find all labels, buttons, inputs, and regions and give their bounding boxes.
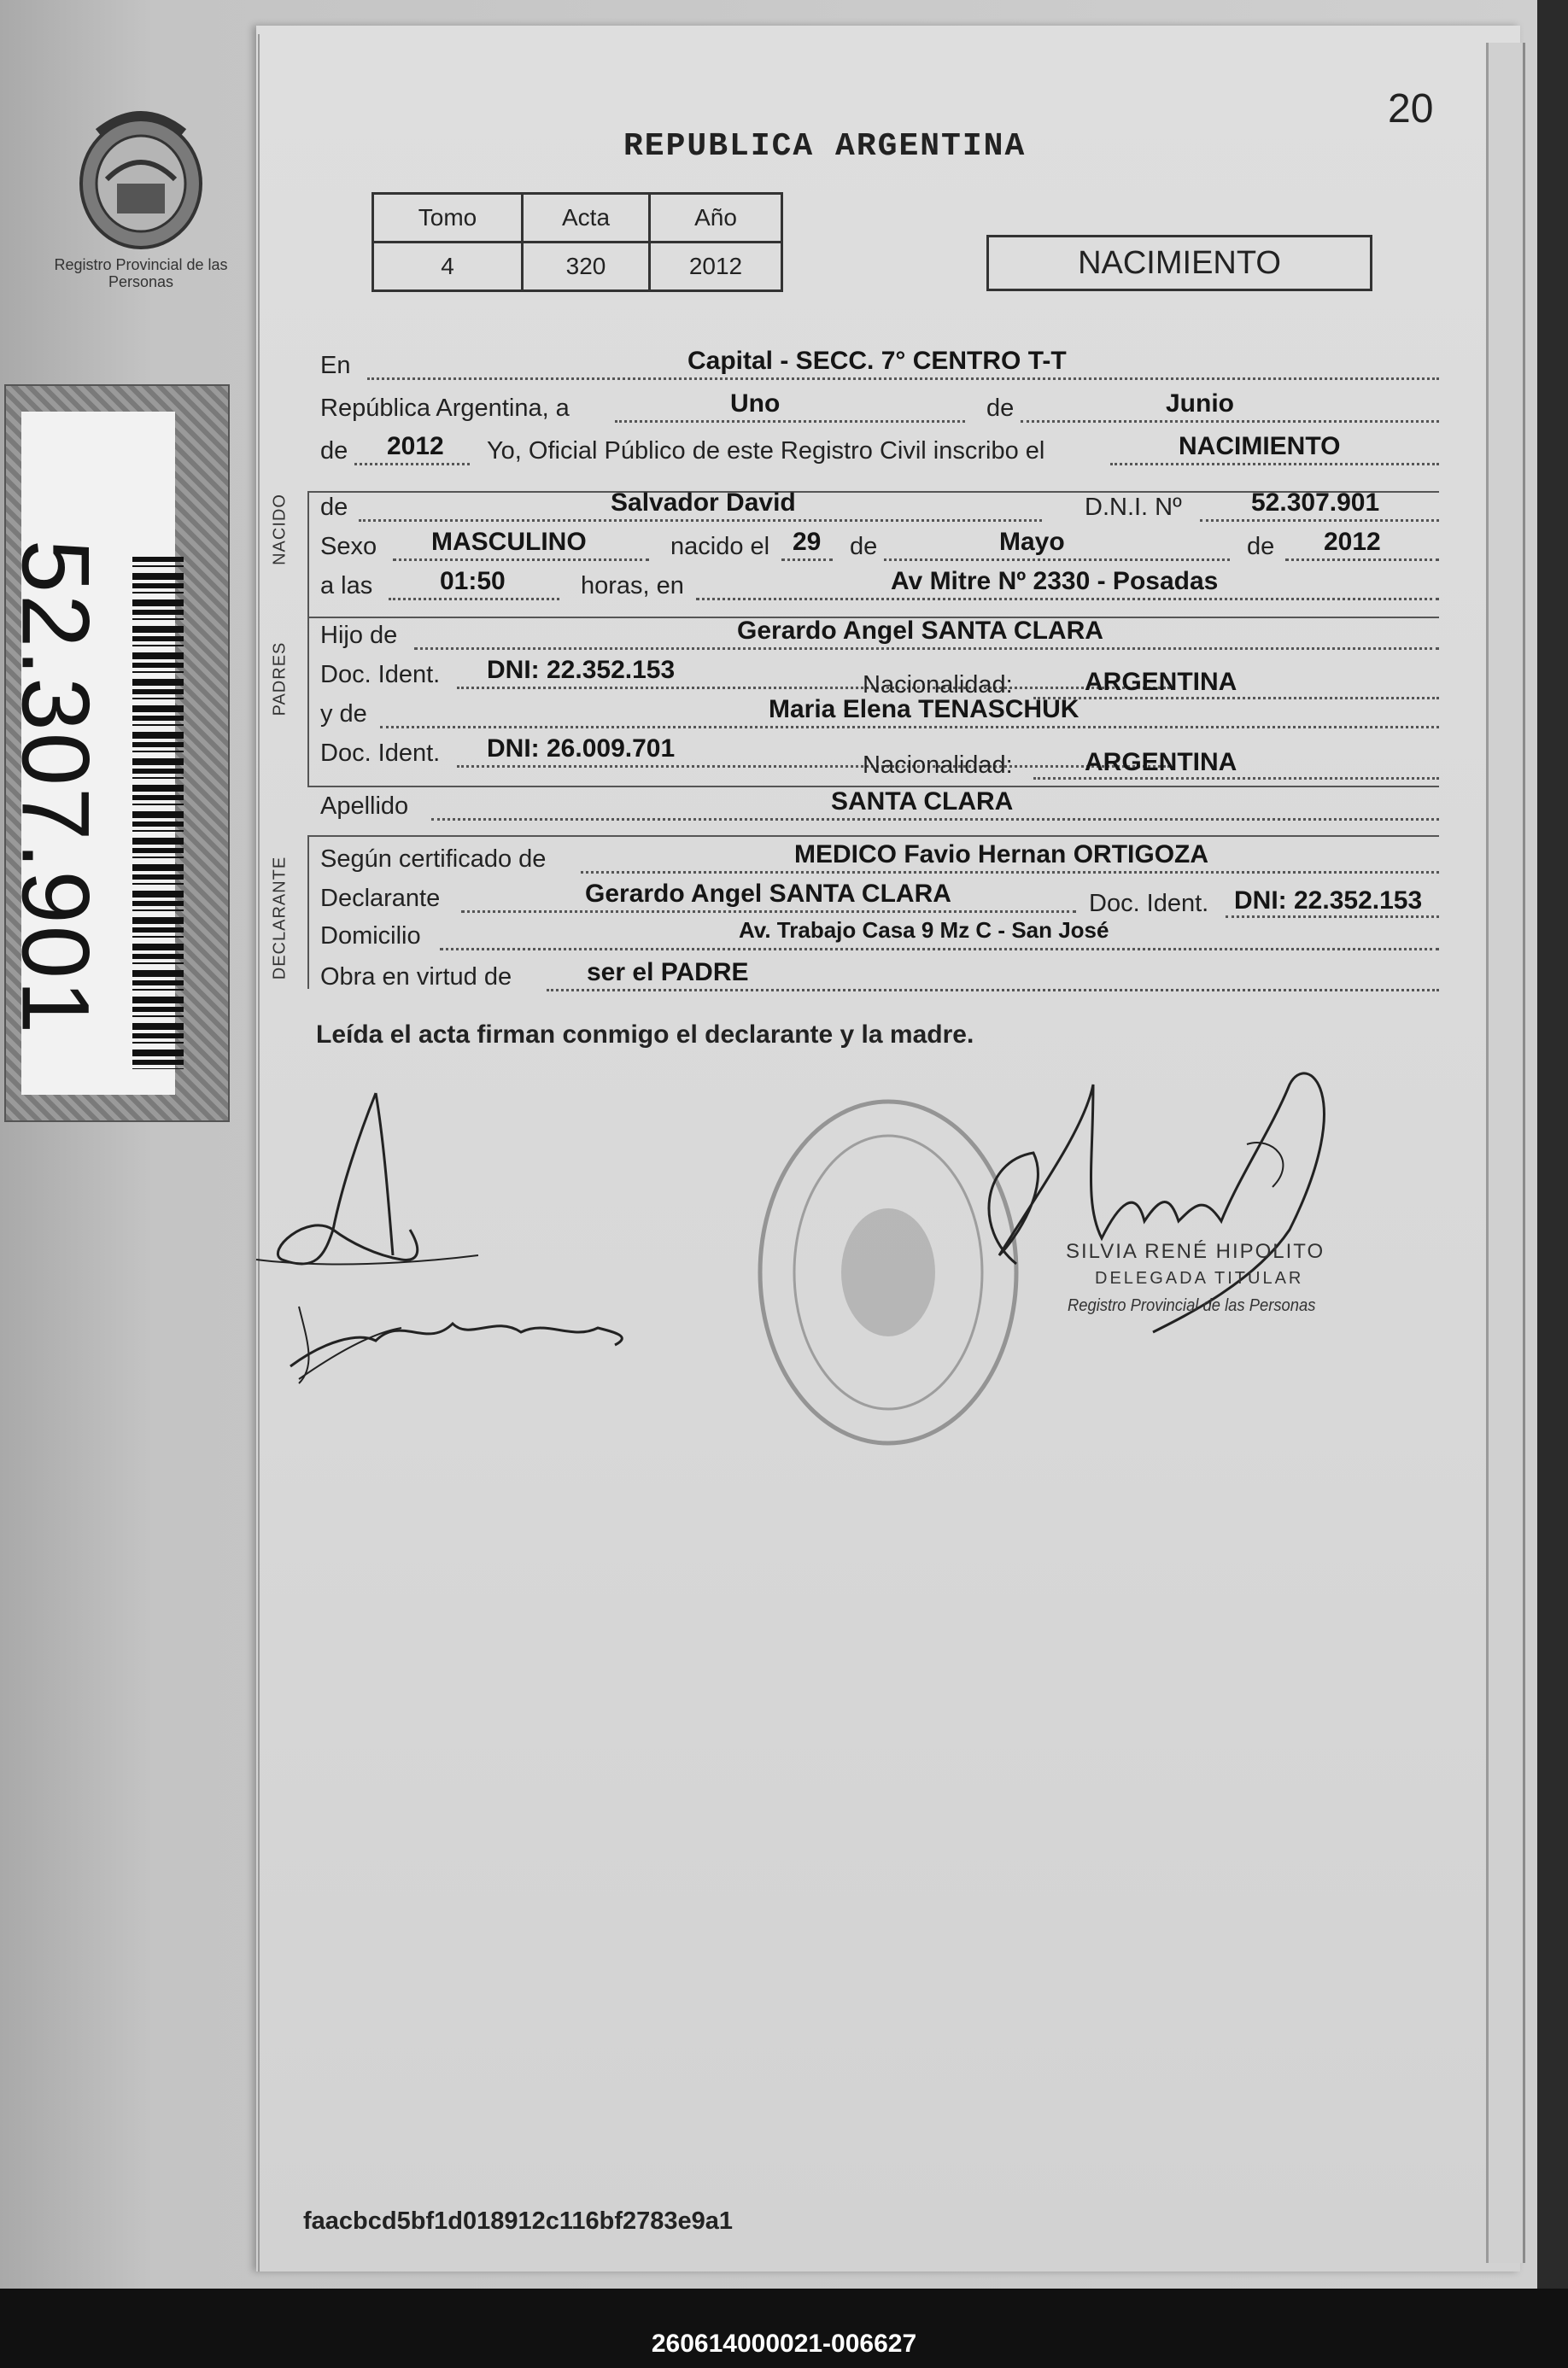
madre-doc-value: DNI: 26.009.701 [487,734,676,763]
row-doc-madre [320,734,1439,779]
closing-statement: Leída el acta firman conmigo el declarante y la madre. [316,1020,974,1049]
row-apellido [320,787,1439,830]
de2-label: de [320,437,348,465]
certificado-value: MEDICO Favio Hernan ORTIGOZA [794,840,1209,868]
row-domicilio [320,917,1439,960]
declarante-value: Gerardo Angel SANTA CLARA [585,880,951,908]
madre-nacionalidad-value: ARGENTINA [1085,748,1237,776]
domicilio-label: Domicilio [320,922,421,950]
scan-id: 260614000021-006627 [651,2330,917,2358]
y-de-label: y de [320,700,367,728]
sexo-label: Sexo [320,533,377,560]
en-label: En [320,352,351,379]
row-hora [320,567,1439,610]
de4-label: de [1247,533,1275,560]
hora-value: 01:50 [440,567,506,595]
nombre-value: Salvador David [611,488,796,517]
nacionalidad2-label: Nacionalidad: [863,751,1013,779]
row-nombre [320,488,1439,531]
section-bracket [307,835,309,989]
record-type-box: NACIMIENTO [986,235,1372,291]
inscribo-label: Yo, Oficial Público de este Registro Civil inscribo el [487,437,1045,465]
tomo-value: 4 [373,243,523,291]
official-role: DELEGADA TITULAR [1095,1269,1304,1288]
anio-inscripcion-value: 2012 [387,432,444,460]
hijo-de-label: Hijo de [320,622,398,649]
sexo-value: MASCULINO [431,528,587,556]
reference-value-row [373,243,782,291]
obra-label: Obra en virtud de [320,963,512,991]
document-title: REPUBLICA ARGENTINA [623,128,1027,165]
document-hash: faacbcd5bf1d018912c116bf2783e9a1 [303,2207,734,2235]
barcode-sticker [4,384,230,1122]
reference-table [372,192,783,292]
seal-label: Registro Provincial de las Personas [54,256,228,290]
doc-ident-label: Doc. Ident. [320,661,441,688]
apellido-value: SANTA CLARA [831,787,1014,816]
de-label: de [986,395,1015,422]
anio-nacimiento-value: 2012 [1324,528,1381,556]
de3-label: de [850,533,878,560]
dia-value: Uno [730,389,781,418]
row-sexo [320,528,1439,570]
inscribo-value: NACIMIENTO [1179,432,1341,460]
row-obra [320,958,1439,1001]
mes-value: Junio [1166,389,1234,418]
section-bracket [307,617,309,786]
page-edge [1486,43,1525,2263]
mother-signature [290,1281,632,1383]
dni-value: 52.307.901 [1251,488,1380,517]
padre-doc-value: DNI: 22.352.153 [487,656,676,684]
page-number: 20 [1388,86,1434,132]
row-lugar [320,347,1439,389]
section-bracket [307,491,309,617]
lugar-nacimiento-value: Av Mitre Nº 2330 - Posadas [891,567,1219,595]
doc-ident2-label: Doc. Ident. [320,740,441,767]
barcode-icon [132,557,184,1069]
padre-nacionalidad-value: ARGENTINA [1085,668,1237,696]
acta-value: 320 [523,243,650,291]
republica-label: República Argentina, a [320,395,570,422]
obra-value: ser el PADRE [587,958,749,986]
declarante-doc-value: DNI: 22.352.153 [1234,886,1423,915]
anio-header: Año [650,194,782,243]
domicilio-value: Av. Trabajo Casa 9 Mz C - San José [739,917,1109,943]
madre-value: Maria Elena TENASCHUK [769,695,1079,723]
lugar-value: Capital - SECC. 7° CENTRO T-T [687,347,1067,375]
nacido-el-label: nacido el [670,533,770,560]
official-office: Registro Provincial de las Personas [1068,1296,1316,1315]
dni-label: D.N.I. Nº [1085,494,1182,521]
apellido-label: Apellido [320,792,409,820]
row-padre [320,617,1439,659]
anio-value: 2012 [650,243,782,291]
reference-header-row [373,194,782,243]
horas-en-label: horas, en [581,572,684,599]
tomo-header: Tomo [373,194,523,243]
mes-nacimiento-value: Mayo [999,528,1065,556]
acta-header: Acta [523,194,650,243]
nacido-de-label: de [320,494,348,521]
padre-value: Gerardo Angel SANTA CLARA [737,617,1103,645]
a-las-label: a las [320,572,373,599]
row-fecha [320,389,1439,432]
nacionalidad-label: Nacionalidad: [863,671,1013,699]
barcode-label: 52.307.901 [21,412,175,1095]
row-madre [320,695,1439,738]
official-name: SILVIA RENÉ HIPOLITO [1066,1240,1325,1263]
row-inscripcion [320,432,1439,475]
row-doc-padre [320,656,1439,699]
dia-nacimiento-value: 29 [793,528,822,556]
doc-ident3-label: Doc. Ident. [1089,890,1209,917]
certificado-label: Según certificado de [320,845,547,873]
section-divider [307,835,1439,837]
declarante-label: Declarante [320,885,441,912]
row-certificado [320,840,1439,883]
